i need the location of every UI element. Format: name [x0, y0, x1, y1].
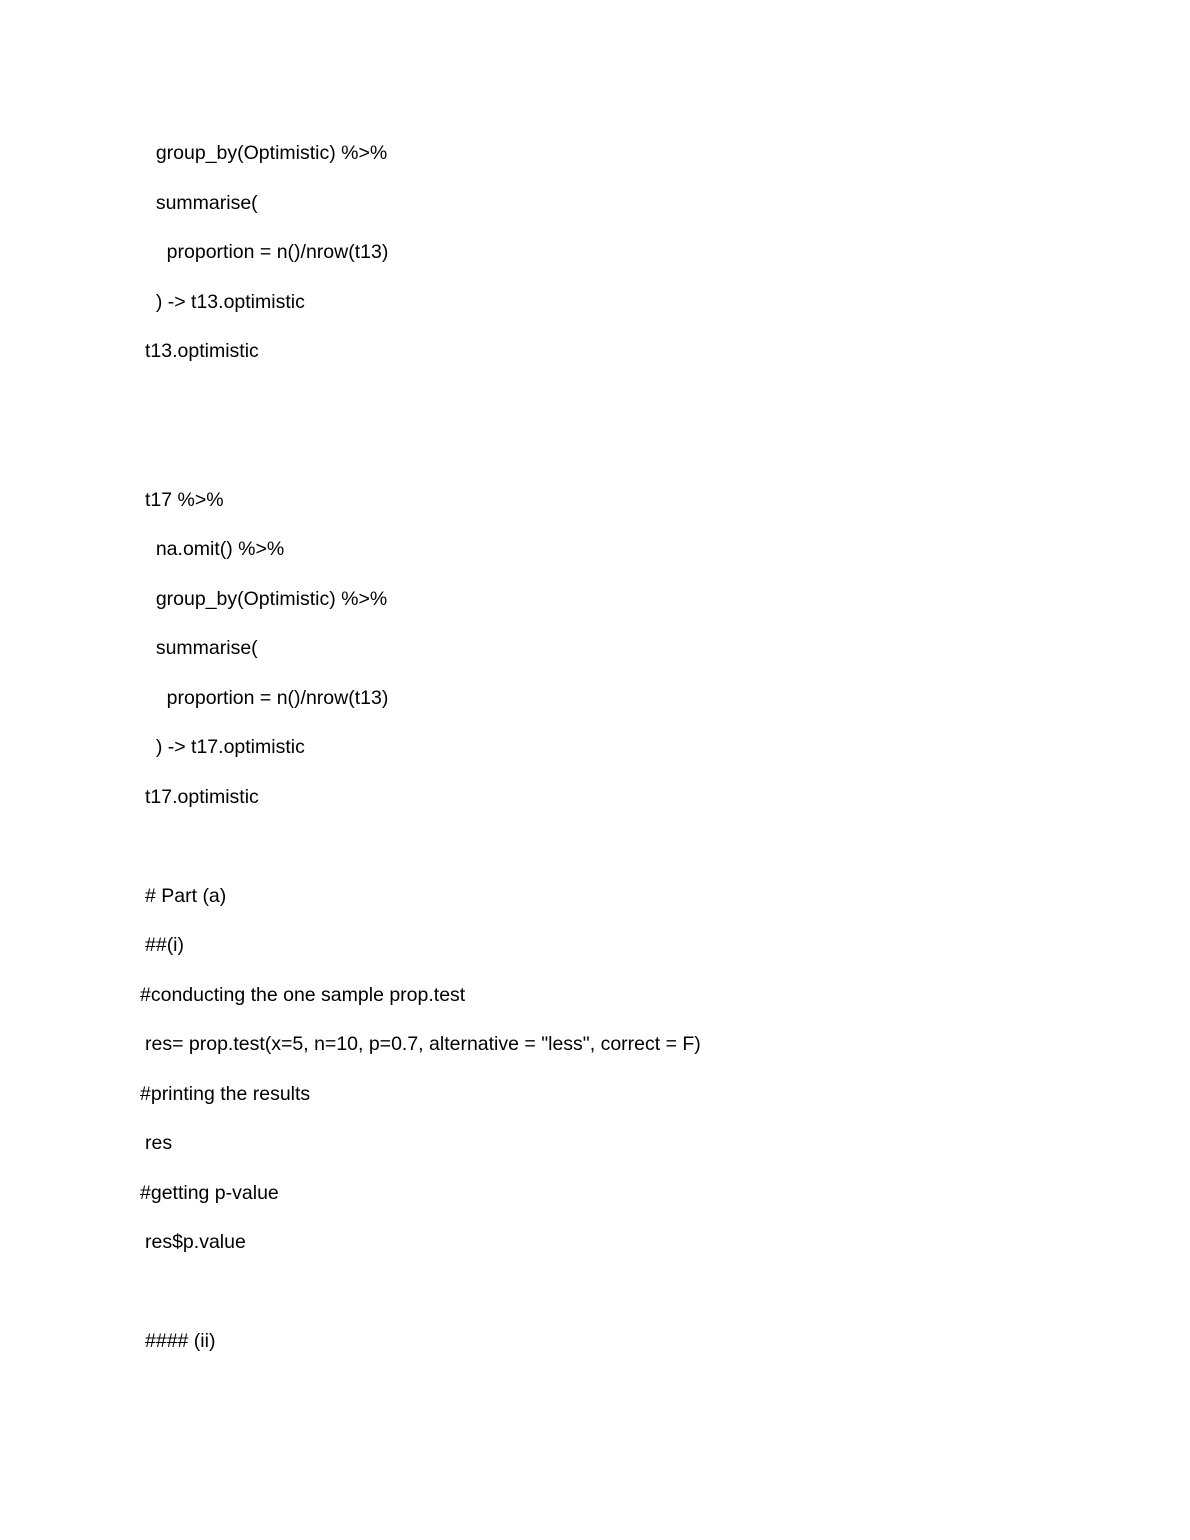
code-comment-heading: #### (ii) — [145, 1330, 216, 1352]
code-comment: #getting p-value — [140, 1182, 279, 1204]
code-line: res= prop.test(x=5, n=10, p=0.7, alternative = "less", correct = F) — [145, 1033, 701, 1055]
code-line: res$p.value — [145, 1231, 246, 1253]
code-line: proportion = n()/nrow(t13) — [145, 687, 389, 709]
code-line: summarise( — [145, 192, 258, 214]
code-line: ) -> t13.optimistic — [145, 291, 305, 313]
code-line: na.omit() %>% — [145, 538, 285, 560]
code-line: group_by(Optimistic) %>% — [145, 588, 388, 610]
code-comment-heading: # Part (a) — [145, 885, 227, 907]
code-comment-heading: ##(i) — [145, 934, 185, 956]
code-line: ) -> t17.optimistic — [145, 736, 305, 758]
code-line: group_by(Optimistic) %>% — [145, 142, 388, 164]
code-line: t17 %>% — [145, 489, 224, 511]
code-line: summarise( — [145, 637, 258, 659]
code-line: t13.optimistic — [145, 340, 259, 362]
code-line: res — [145, 1132, 173, 1154]
code-comment: #printing the results — [140, 1083, 311, 1105]
code-comment: #conducting the one sample prop.test — [140, 984, 466, 1006]
code-line: proportion = n()/nrow(t13) — [145, 241, 389, 263]
code-line: t17.optimistic — [145, 786, 259, 808]
